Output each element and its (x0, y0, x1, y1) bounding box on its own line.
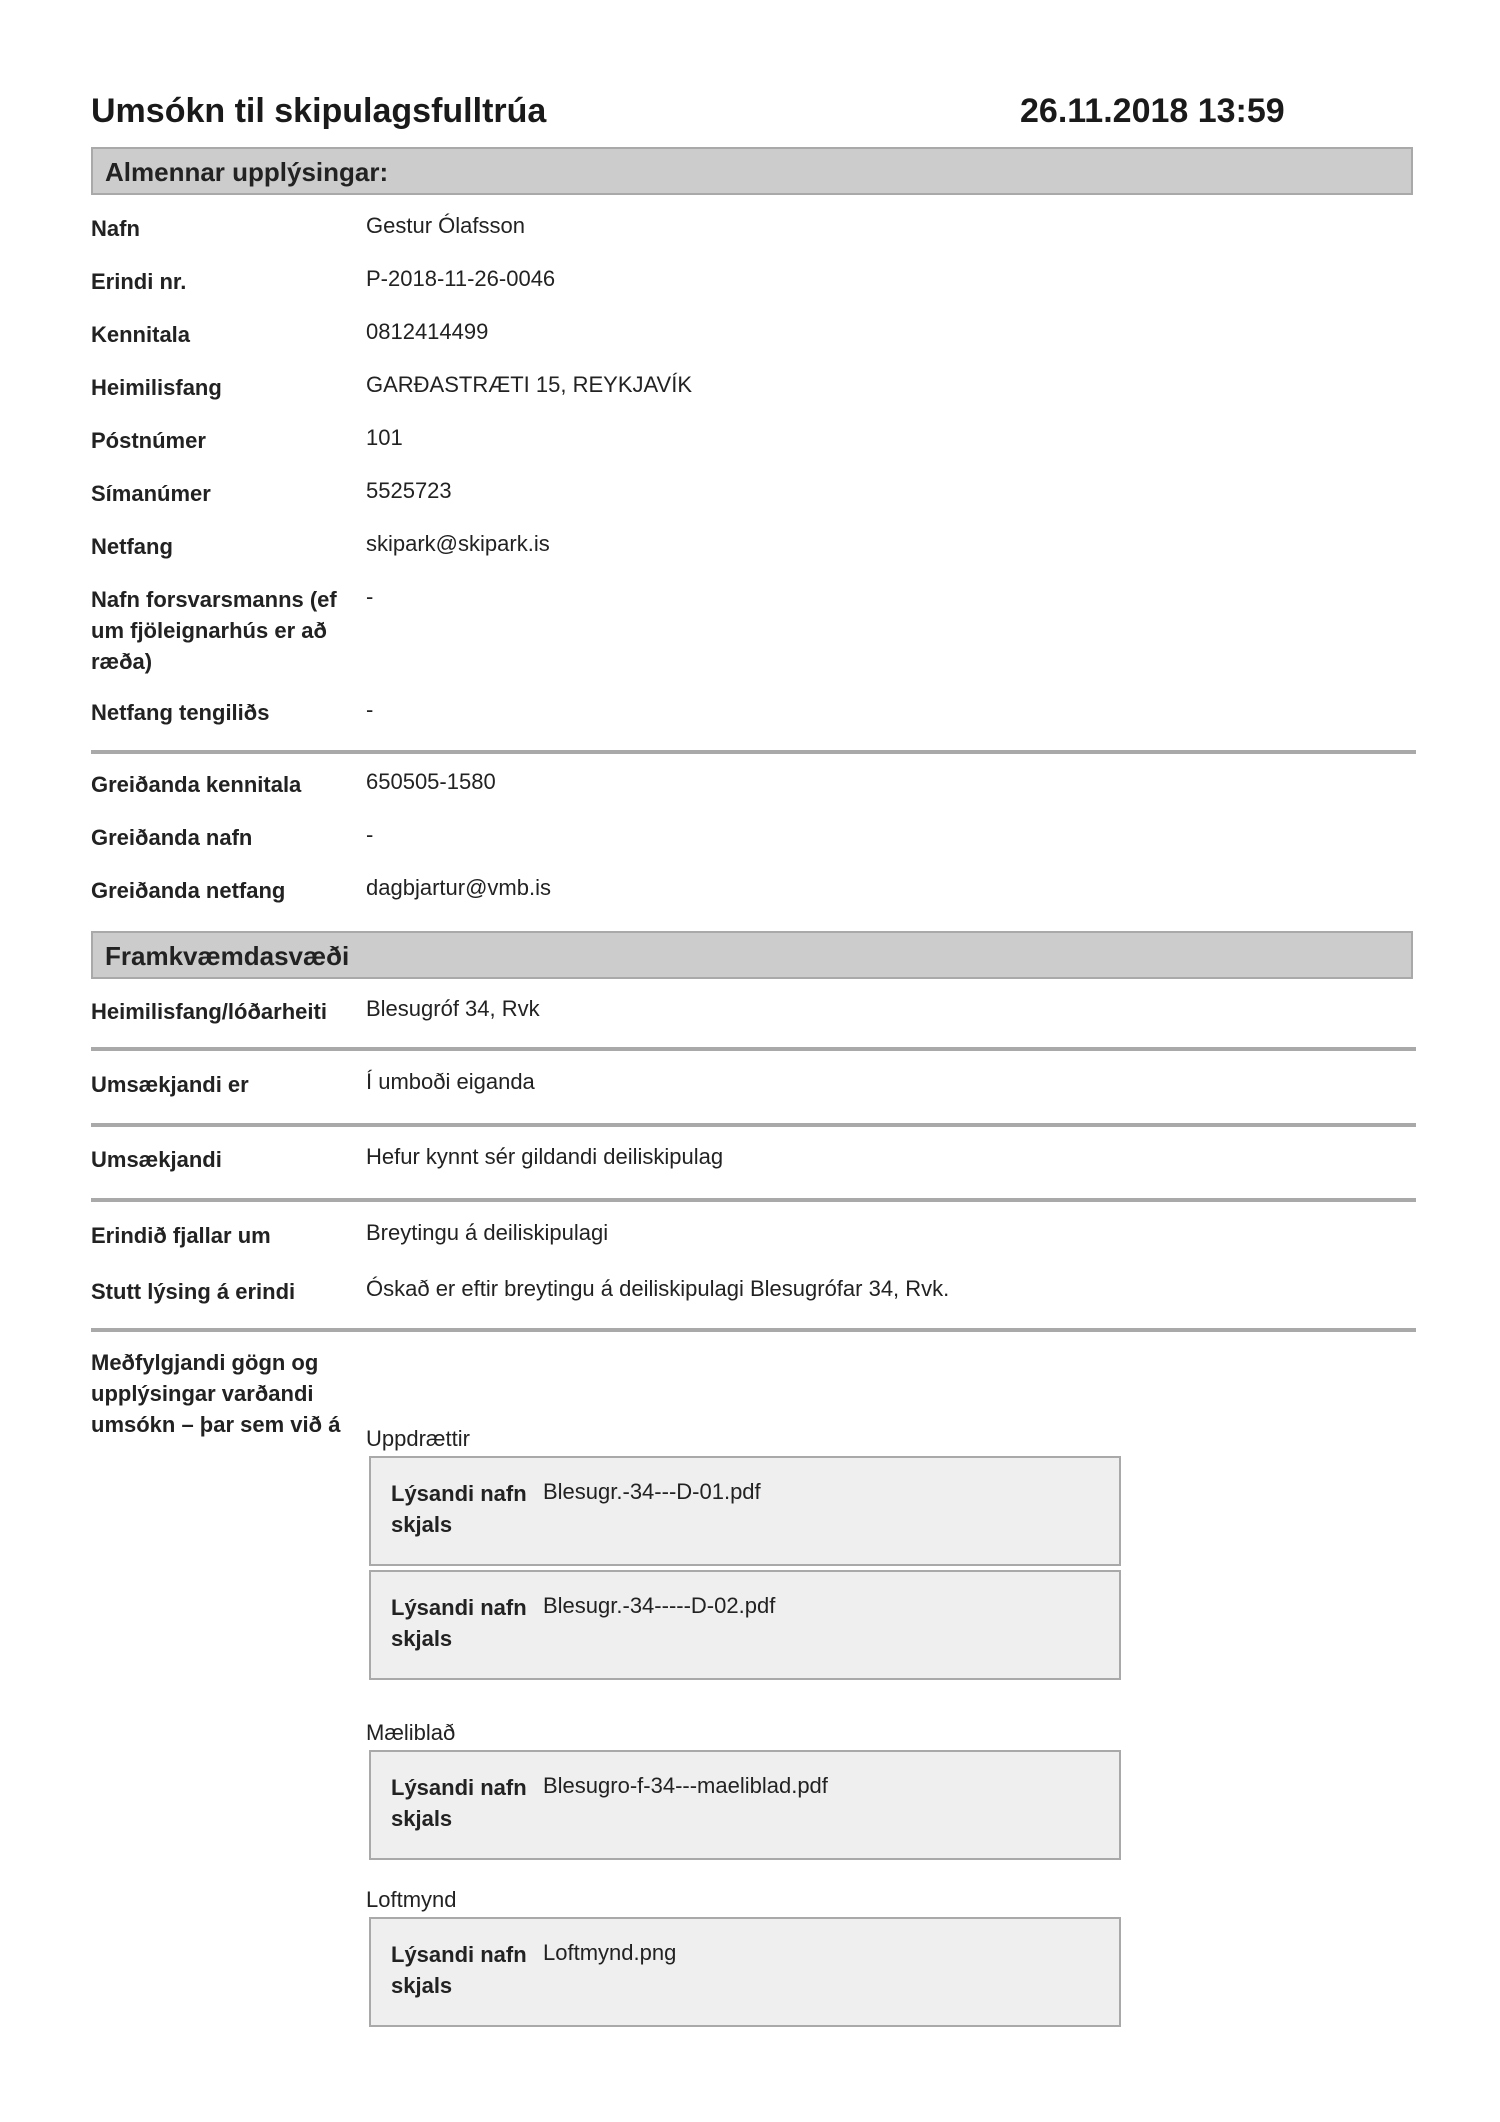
divider (91, 1047, 1416, 1051)
file-name-label: Lýsandi nafn skjals (391, 1481, 527, 1537)
field-label-subject: Erindið fjallar um (91, 1223, 271, 1248)
field-value-phone: 5525723 (366, 478, 452, 503)
field-value-kennitala: 0812414499 (366, 319, 489, 344)
page-title: Umsókn til skipulagsfulltrúa (91, 92, 547, 130)
file-name-label: Lýsandi nafn skjals (391, 1942, 527, 1998)
field-label-representative: Nafn forsvarsmanns (ef um fjöleignarhús er að ræða) (91, 587, 337, 674)
attachment-group-title: Loftmynd (366, 1887, 457, 1912)
field-label-case-number: Erindi nr. (91, 269, 187, 294)
attachment-file-box (369, 1456, 1121, 1566)
section-title-project: Framkvæmdasvæði (105, 941, 350, 971)
field-value-description: Óskað er eftir breytingu á deiliskipulagi Blesugrófar 34, Rvk. (366, 1276, 950, 1301)
field-label-postal-code: Póstnúmer (91, 428, 206, 453)
field-value-subject: Breytingu á deiliskipulagi (366, 1220, 609, 1245)
divider (91, 1123, 1416, 1127)
file-name-link[interactable]: Blesugr.-34---D-01.pdf (543, 1479, 761, 1504)
file-name-link[interactable]: Blesugro-f-34---maeliblad.pdf (543, 1773, 828, 1798)
file-name-link[interactable]: Blesugr.-34-----D-02.pdf (543, 1593, 776, 1618)
field-label-payer-kennitala: Greiðanda kennitala (91, 772, 302, 797)
field-value-lot-address: Blesugróf 34, Rvk (366, 996, 540, 1021)
section-header-general (91, 147, 1413, 195)
field-value-postal-code: 101 (366, 425, 403, 450)
field-label-applicant: Umsækjandi (91, 1147, 222, 1172)
section-title-general: Almennar upplýsingar: (105, 157, 389, 187)
field-value-payer-email: dagbjartur@vmb.is (366, 875, 551, 900)
attachments-label: Meðfylgjandi gögn og upplýsingar varðandi umsókn – þar sem við á (91, 1350, 341, 1437)
attachment-group-title: Uppdrættir (366, 1426, 470, 1451)
field-value-representative: - (366, 584, 374, 609)
attachment-file-box (369, 1917, 1121, 2027)
field-label-applicant-is: Umsækjandi er (91, 1072, 249, 1097)
field-value-email: skipark@skipark.is (366, 531, 550, 556)
field-label-name: Nafn (91, 216, 140, 241)
field-label-kennitala: Kennitala (91, 322, 191, 347)
field-label-lot-address: Heimilisfang/lóðarheiti (91, 999, 327, 1024)
field-value-case-number: P-2018-11-26-0046 (366, 266, 556, 291)
divider (91, 1198, 1416, 1202)
field-label-payer-name: Greiðanda nafn (91, 825, 253, 850)
attachment-group-title: Mæliblað (366, 1720, 456, 1745)
file-name-label: Lýsandi nafn skjals (391, 1775, 527, 1831)
divider (91, 1328, 1416, 1332)
section-header-project (91, 931, 1413, 979)
field-label-phone: Símanúmer (91, 481, 211, 506)
divider (91, 750, 1416, 754)
field-label-contact-email: Netfang tengiliðs (91, 700, 270, 725)
field-label-payer-email: Greiðanda netfang (91, 878, 286, 903)
field-value-address: GARÐASTRÆTI 15, REYKJAVÍK (366, 372, 693, 397)
field-label-email: Netfang (91, 534, 173, 559)
file-name-link[interactable]: Loftmynd.png (543, 1940, 677, 1965)
field-value-name: Gestur Ólafsson (366, 213, 525, 238)
attachment-file-box (369, 1750, 1121, 1860)
field-label-description: Stutt lýsing á erindi (91, 1279, 296, 1304)
field-value-applicant: Hefur kynnt sér gildandi deiliskipulag (366, 1144, 724, 1169)
attachment-file-box (369, 1570, 1121, 1680)
field-label-address: Heimilisfang (91, 375, 222, 400)
file-name-label: Lýsandi nafn skjals (391, 1595, 527, 1651)
submission-datetime: 26.11.2018 13:59 (1020, 92, 1285, 130)
field-value-applicant-is: Í umboði eiganda (366, 1069, 535, 1094)
field-value-contact-email: - (366, 697, 374, 722)
field-value-payer-kennitala: 650505-1580 (366, 769, 496, 794)
field-value-payer-name: - (366, 822, 374, 847)
